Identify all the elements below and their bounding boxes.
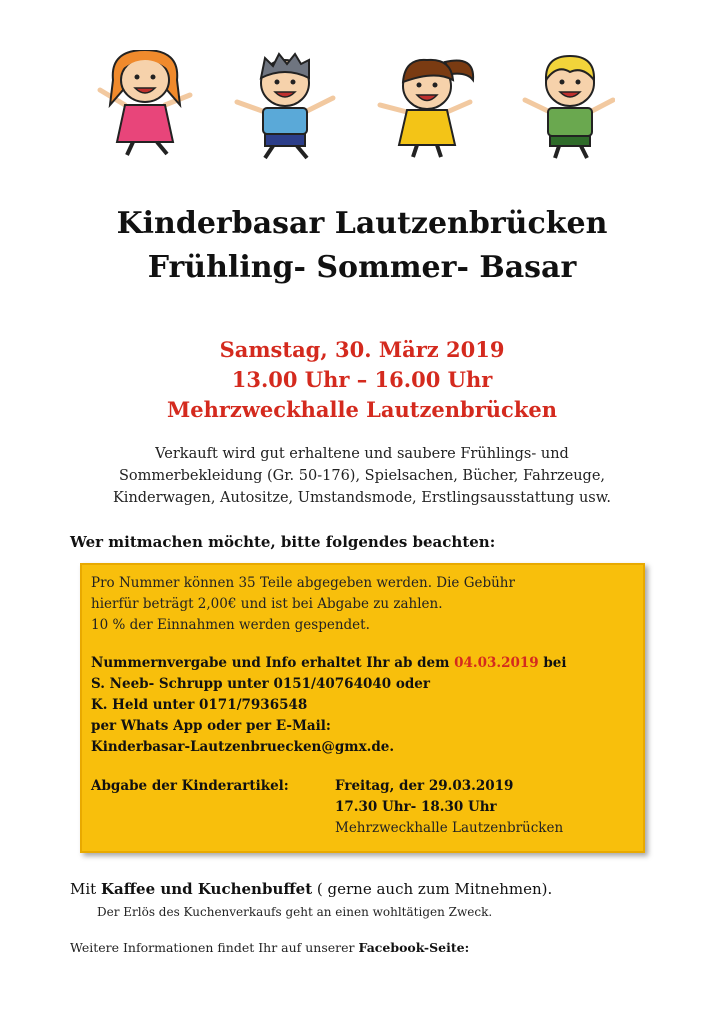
fee-line: 10 % der Einnahmen werden gespendet. (91, 617, 370, 633)
contact-line: S. Neeb- Schrupp unter 0151/40764040 oder (91, 676, 430, 692)
fee-line: Pro Nummer können 35 Teile abgegeben werden. Die Gebühr (91, 575, 515, 591)
event-location: Mehrzweckhalle Lautzenbrücken (166, 397, 558, 422)
abgabe-location: Mehrzweckhalle Lautzenbrücken (335, 820, 564, 836)
abgabe-label: Abgabe der Kinderartikel: (91, 778, 289, 794)
kid-boy-blond (525, 56, 613, 158)
abgabe-time: 17.30 Uhr- 18.30 Uhr (335, 799, 497, 815)
kid-boy-blue-shirt (237, 54, 333, 158)
numbering-text: Nummernvergabe und Info erhaltet Ihr ab dem (91, 655, 455, 671)
subtitle: Frühling- Sommer- Basar (147, 250, 577, 285)
section-heading: Wer mitmachen möchte, bitte folgendes beachten: (70, 533, 496, 551)
intro-text (40, 443, 684, 509)
contact-line: K. Held unter 0171/7936548 (91, 697, 308, 713)
info-box (80, 563, 645, 853)
facebook-text: Weitere Informationen findet Ihr auf unserer (70, 940, 359, 955)
facebook-link: Facebook-Seite: (358, 940, 470, 955)
event-date: Samstag, 30. März 2019 (219, 337, 505, 362)
fee-line: hierfür beträgt 2,00€ und ist bei Abgabe zu zahlen. (91, 596, 443, 612)
cafe-text: Mit (70, 880, 101, 898)
facebook-line (70, 940, 469, 955)
start-date: 04.03.2019 (454, 655, 539, 671)
main-title: Kinderbasar Lautzenbrücken (116, 206, 608, 241)
cafe-bold: Kaffee und Kuchenbuffet (100, 880, 313, 898)
email-address: Kinderbasar-Lautzenbruecken@gmx.de. (91, 739, 395, 755)
intro-line: Verkauft wird gut erhaltene und saubere Frühlings- und (155, 446, 569, 462)
kid-girl-orange-hair (100, 50, 190, 155)
intro-line: Kinderwagen, Autositze, Umstandsmode, Erstlingsausstattung usw. (112, 490, 612, 506)
cafe-text: ( gerne auch zum Mitnehmen). (312, 880, 553, 898)
event-time: 13.00 Uhr – 16.00 Uhr (231, 367, 493, 392)
numbering-text: bei (538, 655, 567, 671)
children-illustration (95, 50, 615, 160)
intro-line: Sommerbekleidung (Gr. 50-176), Spielsachen, Bücher, Fahrzeuge, (118, 468, 606, 484)
donation-note: Der Erlös des Kuchenverkaufs geht an einen wohltätigen Zweck. (97, 905, 493, 919)
abgabe-date: Freitag, der 29.03.2019 (335, 778, 514, 794)
numbering-line (91, 655, 567, 671)
kid-girl-ponytail (380, 60, 473, 157)
contact-line: per Whats App oder per E-Mail: (91, 718, 331, 734)
cafe-line (70, 880, 552, 898)
